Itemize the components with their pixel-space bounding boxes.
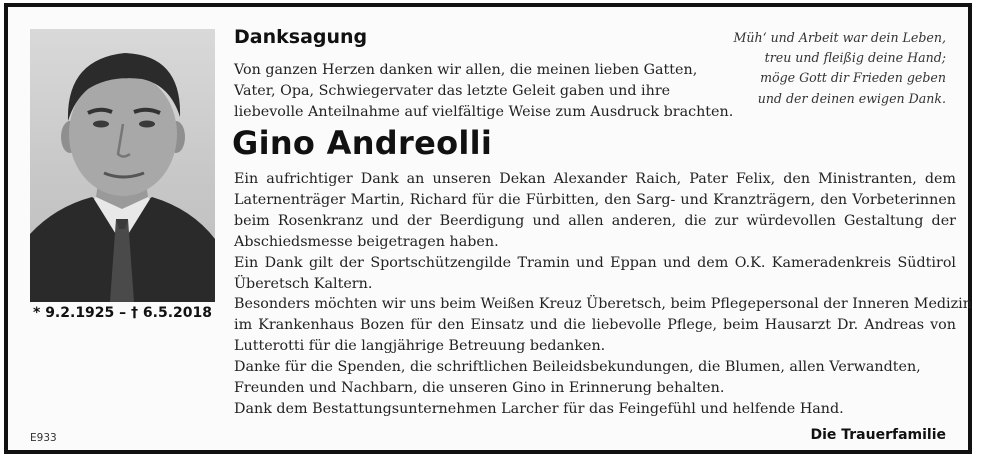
poem-line: und der deinen ewigen Dank. xyxy=(757,90,946,106)
notice-heading: Danksagung xyxy=(234,26,368,48)
ad-code: E933 xyxy=(30,432,57,444)
family-signature: Die Trauerfamilie xyxy=(810,427,946,443)
poem-line: Müh‘ und Arbeit war dein Leben, xyxy=(733,30,946,45)
intro-paragraph xyxy=(234,60,754,123)
intro-line: Von ganzen Herzen danken wir allen, die meinen lieben Gatten, xyxy=(234,62,698,78)
body-line: Überetsch Kaltern. xyxy=(234,275,373,292)
body-line: Besonders möchten wir uns beim Weißen Kreuz Überetsch, beim Pflegepersonal der Inneren Medizin xyxy=(234,296,972,313)
body-line: Abschiedsmesse beigetragen haben. xyxy=(234,233,499,250)
body-line: Dank dem Bestattungsunternehmen Larcher für das Feingefühl und helfende Hand. xyxy=(234,400,844,417)
body-line: beim Rosenkranz und der Beerdigung und allen anderen, die zur würdevollen Gestaltung der xyxy=(234,212,956,229)
body-line: im Krankenhaus Bozen für den Einsatz und die liebevolle Pflege, beim Hausarzt Dr. Andreas von xyxy=(234,317,956,334)
deceased-name: Gino Andreolli xyxy=(232,124,493,162)
poem-line: treu und fleißig deine Hand; xyxy=(764,50,946,66)
portrait-photo xyxy=(30,29,215,302)
intro-line: liebevolle Anteilnahme auf vielfältige Weise zum Ausdruck brachten. xyxy=(234,104,734,120)
poem-line: möge Gott dir Frieden geben xyxy=(760,70,946,86)
thanks-paragraph xyxy=(234,169,972,420)
memorial-poem xyxy=(726,28,946,109)
body-line: Freunden und Nachbarn, die unseren Gino in Erinnerung behalten. xyxy=(234,380,725,397)
body-line: Danke für die Spenden, die schriftlichen Beileidsbekundungen, die Blumen, allen Verwandten, xyxy=(234,359,921,376)
body-line: Laternenträger Martin, Richard für die Fürbitten, den Sarg- und Kranzträgern, den Vorbeterinnen xyxy=(234,191,956,208)
intro-line: Vater, Opa, Schwiegervater das letzte Geleit gaben und ihre xyxy=(234,83,671,99)
life-dates: * 9.2.1925 – † 6.5.2018 xyxy=(33,305,212,321)
body-line: Ein aufrichtiger Dank an unseren Dekan Alexander Raich, Pater Felix, den Ministranten, dem xyxy=(234,171,956,187)
body-line: Lutterotti für die langjährige Betreuung bedanken. xyxy=(234,338,606,355)
body-line: Ein Dank gilt der Sportschützengilde Tramin und Eppan und dem O.K. Kameradenkreis Südtirol xyxy=(234,254,956,271)
obituary-notice xyxy=(4,3,972,454)
